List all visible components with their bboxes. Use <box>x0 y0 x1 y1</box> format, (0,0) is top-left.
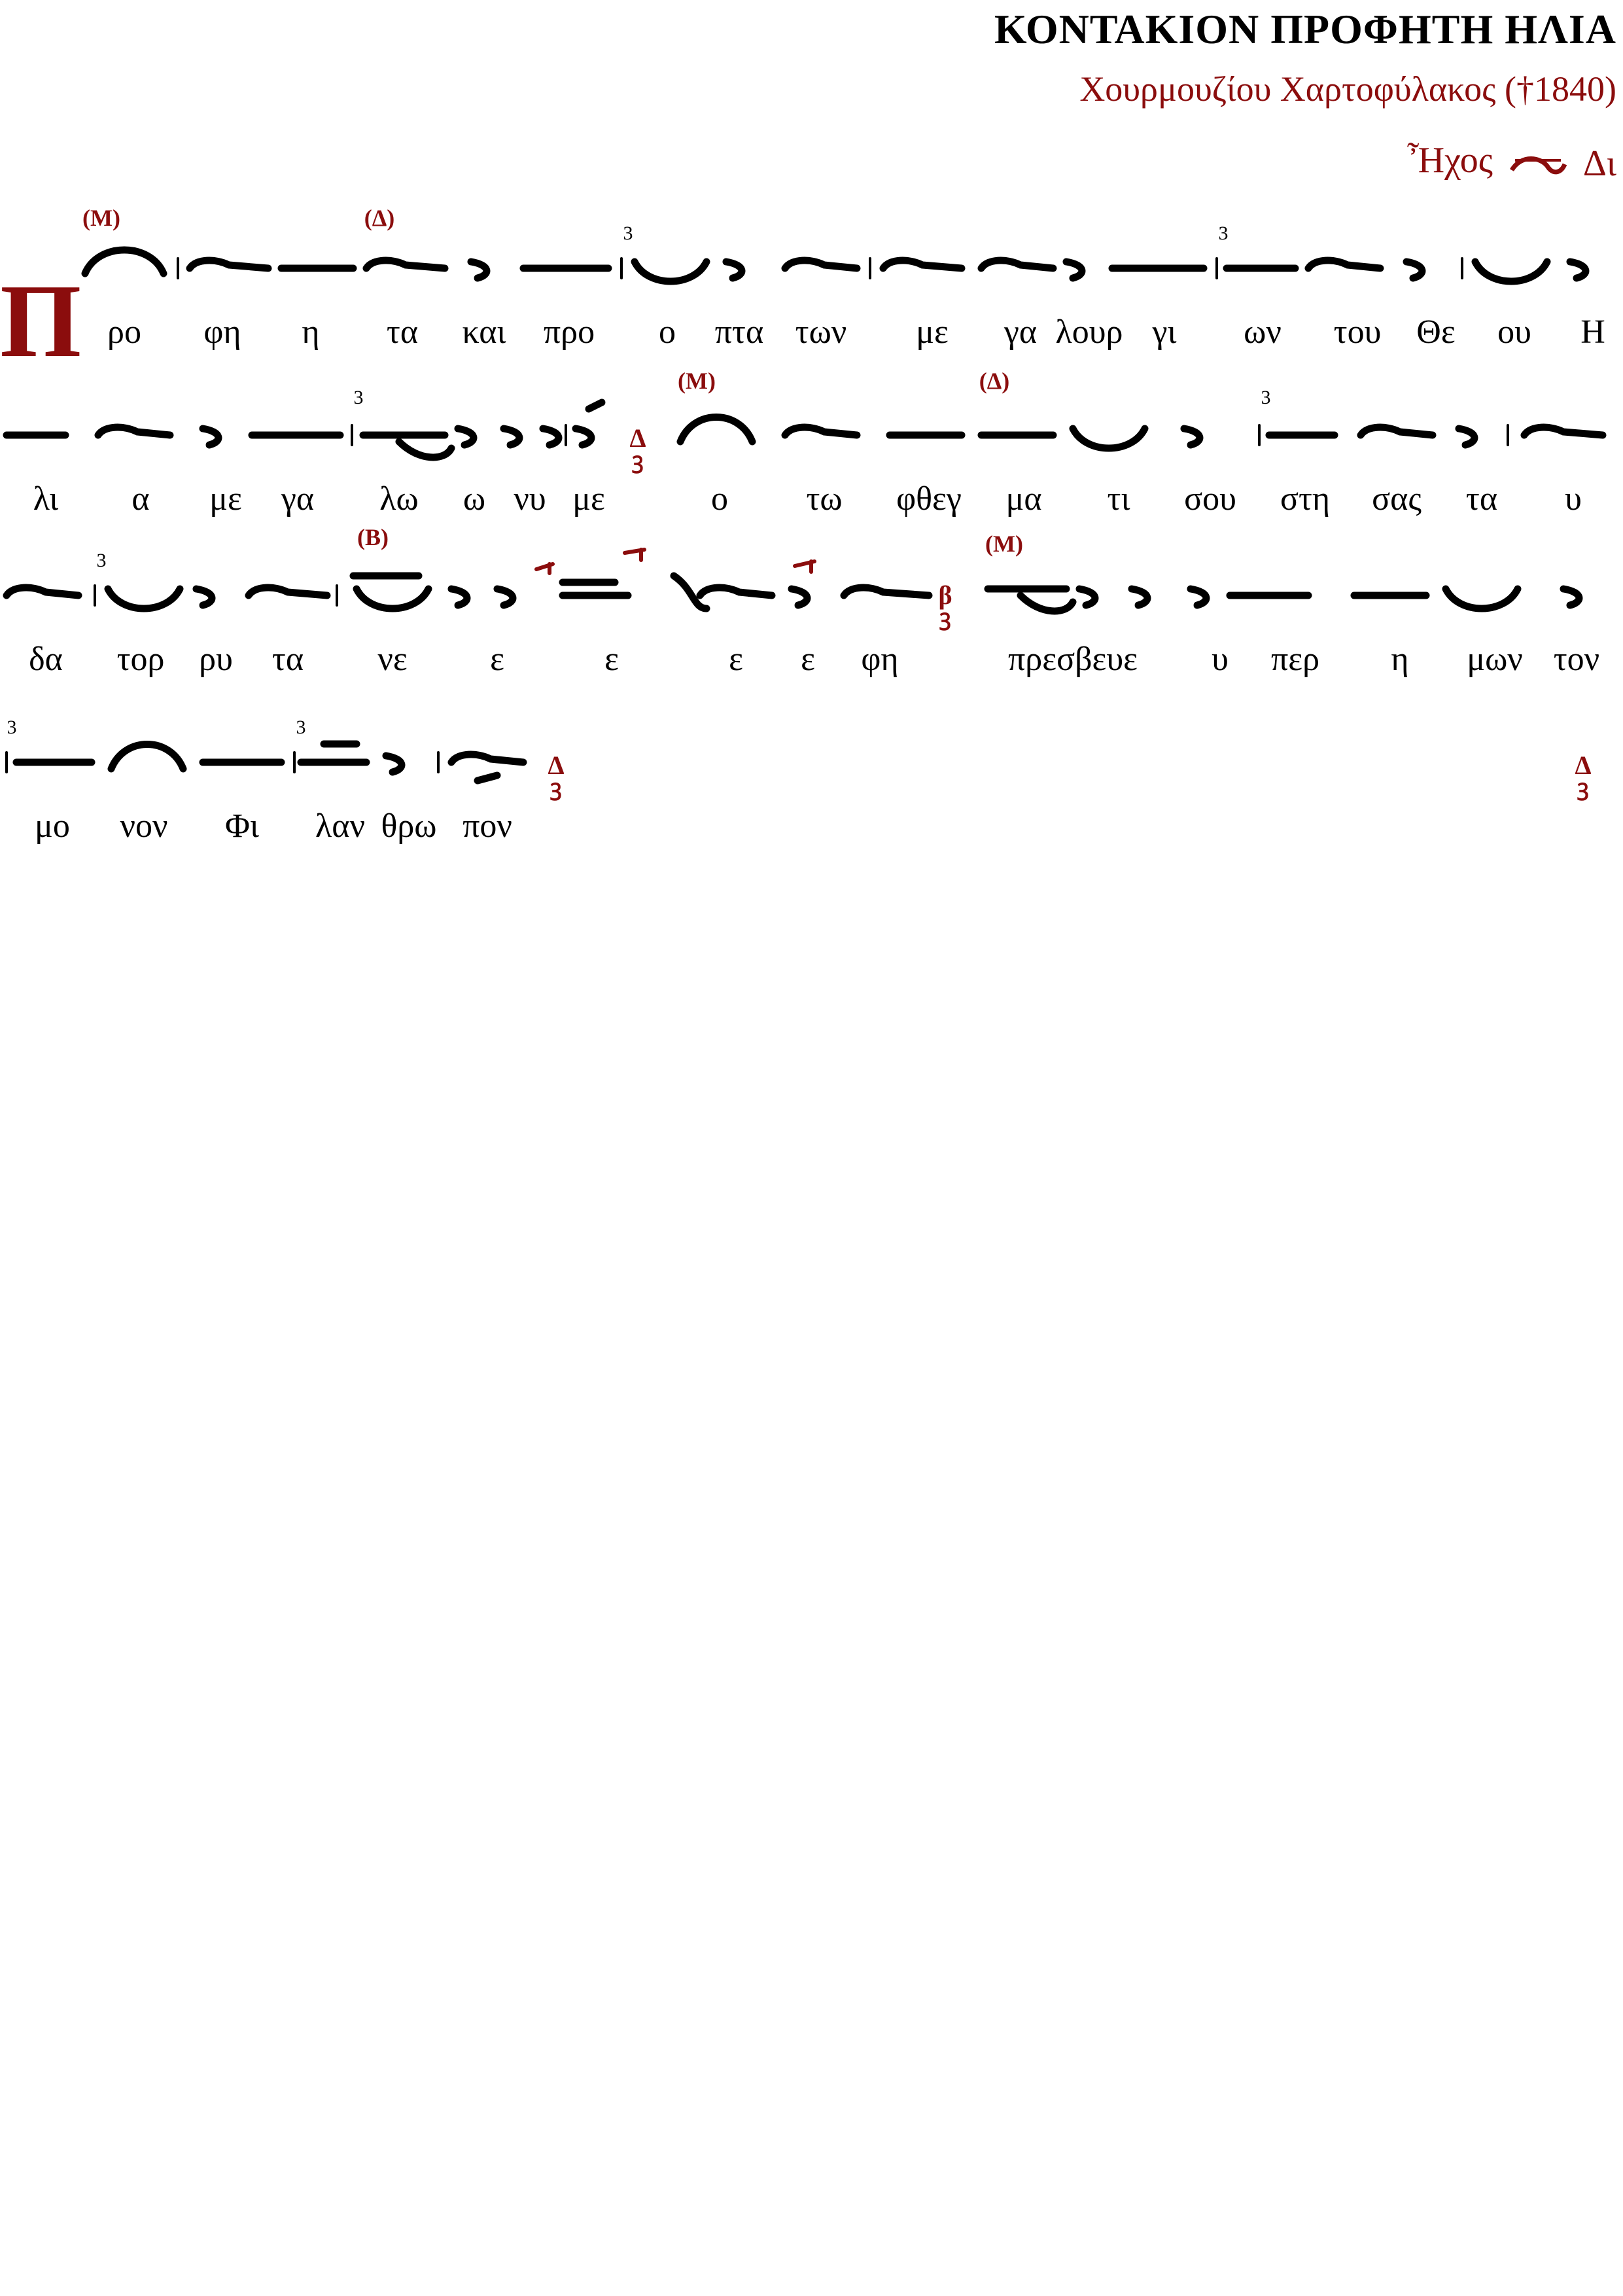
lyric-syllable: πον <box>462 807 512 845</box>
neume-apostrofos <box>785 427 857 435</box>
neume-apostrofos <box>1132 589 1147 605</box>
neume-apostrofos <box>7 588 79 595</box>
lyric-syllable: Φι <box>225 807 259 845</box>
neume-apostrofos <box>366 260 445 268</box>
lyric-syllable: α <box>131 480 150 518</box>
neume-apostrofos <box>451 754 523 781</box>
neume-kentimata <box>680 417 752 442</box>
neume-apostrofos <box>504 429 519 445</box>
martyria-icon: ꝫ <box>632 449 644 473</box>
neume-kentimata <box>1446 589 1518 609</box>
neume-gorgon-red <box>625 550 644 560</box>
neume-apostrofos <box>451 589 467 605</box>
lyric-syllable: περ <box>1270 641 1320 678</box>
lyric-syllable: Θε <box>1416 313 1456 351</box>
lyric-syllable: νυ <box>514 480 546 518</box>
neume-apostrofos <box>196 589 212 605</box>
triplet-mark: 3 <box>96 550 107 571</box>
page-title: ΚΟΝΤΑΚΙΟΝ ΠΡΟΦΗΤΗ ΗΛΙΑ <box>994 6 1616 52</box>
neume-kentimata <box>635 262 707 281</box>
martyria-sign <box>938 582 952 629</box>
neume-kentimata <box>108 589 180 609</box>
neume-apostrofos <box>1079 589 1095 605</box>
neume-kentima <box>589 402 602 409</box>
chant-line-2 <box>0 363 1623 533</box>
triplet-mark: 3 <box>353 387 364 408</box>
lyric-syllable: λι <box>33 480 59 518</box>
lyric-syllable: τα <box>1465 480 1498 518</box>
lyric-syllable: ων <box>1244 313 1282 351</box>
lyric-syllable: γι <box>1152 313 1177 351</box>
lyric-syllable: λω <box>379 480 419 518</box>
phthora-marker: (Δ) <box>364 205 395 231</box>
lyric-syllable: ου <box>1497 313 1531 351</box>
neume-apostrofos <box>497 589 513 605</box>
martyria-icon: ꝫ <box>550 776 562 800</box>
triplet-mark: 3 <box>296 716 306 738</box>
phthora-marker: (Β) <box>357 524 389 550</box>
lyric-syllable: ω <box>462 480 486 518</box>
martyria-icon: ꝫ <box>1577 776 1589 800</box>
neume-apostrofos <box>883 260 962 268</box>
triplet-mark: 3 <box>1261 387 1271 408</box>
neume-gorgon-red <box>795 561 814 572</box>
neume-apostrofos <box>190 260 268 268</box>
chant-line-4 <box>0 690 1623 860</box>
composer-credit: Χουρμουζίου Χαρτοφύλακος (†1840) <box>1079 69 1616 109</box>
neume-apostrofos <box>1066 262 1082 278</box>
lyric-syllable: ε <box>490 641 504 678</box>
lyric-syllable: ο <box>659 313 676 351</box>
neume-kentimata <box>1475 262 1547 281</box>
lyric-syllable: ε <box>729 641 743 678</box>
lyric-syllable: με <box>209 480 242 518</box>
martyria-sign <box>629 425 646 472</box>
phthora-marker: (Μ) <box>678 368 716 394</box>
lyric-syllable: με <box>916 313 949 351</box>
neume-apostrofos <box>249 588 327 595</box>
neume-oligon-ypsili <box>988 589 1073 611</box>
mode-sign-icon <box>1509 141 1567 180</box>
lyric-syllable: η <box>1391 641 1409 678</box>
neume-oligon <box>301 744 366 762</box>
mode-label: Ἦχος <box>1407 140 1493 181</box>
lyric-syllable: με <box>572 480 605 518</box>
neume-kentimata-oligon <box>353 576 428 609</box>
lyric-syllable: ε <box>604 641 619 678</box>
neume-kentimata <box>111 745 183 769</box>
martyria-sign <box>1575 752 1591 800</box>
neume-staff <box>0 363 1623 468</box>
neume-apostrofos <box>1459 429 1475 445</box>
lyric-syllable: ρο <box>107 313 141 351</box>
lyric-syllable: μων <box>1467 641 1523 678</box>
chant-line-1 <box>0 196 1623 366</box>
lyric-syllable: Η <box>1580 313 1605 351</box>
martyria-letter: Δ <box>629 423 646 453</box>
neume-apostrofos <box>386 756 402 772</box>
neume-apostrofos <box>1191 589 1206 605</box>
lyric-syllable: νον <box>120 807 168 845</box>
lyric-syllable: υ <box>1565 480 1582 518</box>
neume-apostrofos <box>1308 260 1380 268</box>
lyric-syllable: τορ <box>116 641 165 678</box>
neume-gorgon-red <box>536 564 553 573</box>
neume-apostrofos <box>726 262 742 278</box>
mode-base-note: Δι <box>1582 143 1616 184</box>
neume-apostrofos <box>981 260 1053 268</box>
lyric-syllable: δα <box>29 641 63 678</box>
phthora-marker: (Μ) <box>82 205 120 231</box>
lyric-syllable: πρεσβευε <box>1008 641 1138 678</box>
lyric-syllable: του <box>1333 313 1382 351</box>
lyric-syllable: υ <box>1212 641 1229 678</box>
lyric-syllable: σου <box>1184 480 1236 518</box>
neume-kentimata <box>1073 429 1145 448</box>
lyric-syllable: τα <box>386 313 419 351</box>
neume-staff <box>0 690 1623 795</box>
lyric-syllable: στη <box>1280 480 1331 518</box>
neume-kentimata <box>85 250 164 274</box>
neume-apostrofos <box>785 260 857 268</box>
phthora-marker: (Μ) <box>985 531 1023 557</box>
lyric-syllable: προ <box>543 313 595 351</box>
lyric-syllable: ε <box>801 641 815 678</box>
lyric-syllable: γα <box>281 480 315 518</box>
neume-apostrofos <box>471 262 487 278</box>
neume-apostrofos <box>1361 427 1433 435</box>
triplet-mark: 3 <box>1218 222 1229 244</box>
lyric-syllable: φη <box>203 313 241 351</box>
neume-apostrofos <box>1563 589 1579 605</box>
neume-apostrofos <box>1406 262 1422 278</box>
neume-apostrofos <box>1570 262 1586 278</box>
lyric-syllable: τον <box>1553 641 1600 678</box>
lyric-syllable: η <box>302 313 320 351</box>
neume-apostrofos <box>203 429 218 445</box>
neume-apostrofos <box>844 588 929 595</box>
lyric-syllable: τα <box>271 641 304 678</box>
martyria-letter: Δ <box>548 751 565 780</box>
mode-indicator <box>1407 131 1616 190</box>
neume-apostrofos <box>792 589 807 605</box>
lyric-syllable: τι <box>1107 480 1130 518</box>
lyric-syllable: μο <box>35 807 70 845</box>
lyric-syllable: τω <box>806 480 843 518</box>
neume-oligon <box>563 582 628 595</box>
triplet-mark: 3 <box>623 222 633 244</box>
neume-apostrofos <box>1524 427 1603 435</box>
lyric-syllable: φη <box>861 641 899 678</box>
lyric-syllable: ο <box>711 480 728 518</box>
neume-oligon-ypsili <box>363 435 451 457</box>
drop-capital: Π <box>0 262 82 379</box>
neume-apostrofos <box>576 429 591 445</box>
lyric-syllable: θρω <box>381 807 437 845</box>
neume-staff <box>0 523 1623 635</box>
lyric-syllable: γα <box>1003 313 1038 351</box>
martyria-letter: β <box>938 580 952 610</box>
chant-line-3 <box>0 523 1623 694</box>
neume-apostrofos <box>458 429 474 445</box>
neume-apostrofos <box>700 588 772 595</box>
triplet-mark: 3 <box>7 716 17 738</box>
martyria-sign <box>548 752 564 800</box>
lyric-syllable: νε <box>377 641 408 678</box>
neume-apostrofos <box>1184 429 1200 445</box>
neume-staff <box>0 196 1623 288</box>
lyric-syllable: ρυ <box>199 641 233 678</box>
lyric-syllable: λουρ <box>1055 313 1123 351</box>
lyric-syllable: πτα <box>714 313 764 351</box>
neume-apostrofos <box>543 429 559 445</box>
lyric-syllable: φθεγ <box>896 480 962 518</box>
martyria-icon: ꝫ <box>939 606 951 630</box>
lyric-syllable: και <box>462 313 506 351</box>
lyric-syllable: σας <box>1372 480 1422 518</box>
lyric-syllable: μα <box>1005 480 1042 518</box>
lyric-syllable: των <box>795 313 847 351</box>
neume-apostrofos <box>98 427 170 435</box>
martyria-letter: Δ <box>1575 751 1592 780</box>
lyric-syllable: λαν <box>315 807 365 845</box>
phthora-marker: (Δ) <box>979 368 1010 394</box>
